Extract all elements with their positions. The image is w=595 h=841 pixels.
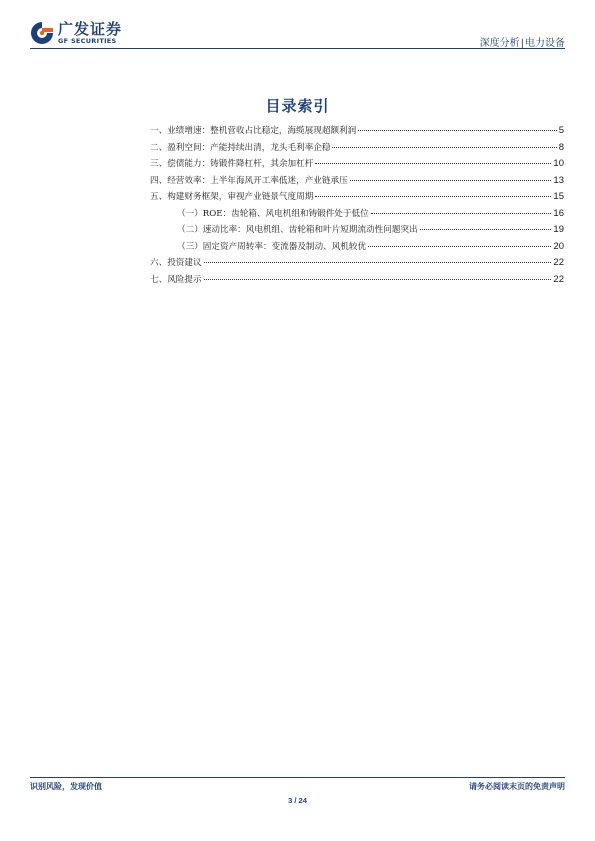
- toc-entry-text: （三）固定资产周转率：变流器及制动、风机较优: [177, 241, 367, 252]
- toc-subentry[interactable]: [150, 239, 564, 256]
- toc-entry-page: 10: [553, 158, 564, 169]
- toc-entry-page: 15: [553, 191, 564, 202]
- toc-entry-page: 8: [558, 141, 564, 153]
- footer-slogan: 识别风险，发现价值: [30, 782, 102, 791]
- gf-logo-icon: [30, 21, 54, 45]
- gf-securities-logo: [30, 18, 122, 48]
- toc-subentry[interactable]: [150, 206, 564, 223]
- toc-entry-text: 七、风险提示: [150, 274, 202, 285]
- report-category: [480, 34, 565, 49]
- toc-leader-dots: [371, 213, 552, 214]
- page-header: [30, 18, 565, 48]
- toc-entry[interactable]: [150, 173, 564, 190]
- toc-leader-dots: [204, 279, 552, 280]
- toc-entry[interactable]: [150, 123, 564, 140]
- toc-leader-dots: [315, 196, 551, 197]
- toc-leader-dots: [315, 163, 551, 164]
- toc-entry-page: 20: [553, 240, 564, 252]
- header-divider: [30, 48, 565, 49]
- sector-label: 电力设备: [525, 38, 565, 49]
- toc-entry-text: （二）速动比率：风电机组、齿轮箱和叶片短期流动性问题突出: [177, 225, 418, 235]
- toc-entry-page: 22: [553, 257, 564, 268]
- category-separator: |: [520, 38, 524, 49]
- toc-leader-dots: [358, 130, 556, 131]
- category-label: 深度分析: [479, 38, 520, 49]
- toc-entry-page: 5: [558, 125, 564, 136]
- logo-chinese-name: 广发证券: [58, 20, 123, 38]
- toc-entry-text: 二、盈利空间：产能持续出清，龙头毛利率企稳: [150, 142, 331, 153]
- toc-entry-text: 五、构建财务框架，审视产业链景气度周期: [150, 192, 314, 202]
- toc-leader-dots: [204, 262, 552, 263]
- toc-leader-dots: [350, 180, 552, 181]
- footer-disclaimer-note: 请务必阅读末页的免责声明: [469, 782, 565, 791]
- logo-english-name: GF SECURITIES: [58, 37, 117, 45]
- toc-leader-dots: [420, 229, 552, 230]
- toc-entry-text: 一、业绩增速：整机营收占比稳定，海缆展现超额利润: [150, 126, 357, 136]
- toc-entry[interactable]: [150, 189, 564, 206]
- toc-entry-page: 13: [553, 174, 564, 186]
- page-number: 3 / 24: [288, 796, 307, 805]
- toc-entry-page: 22: [553, 273, 564, 285]
- toc-entry-text: 六、投资建议: [150, 258, 202, 268]
- toc-entry[interactable]: [150, 156, 564, 173]
- toc-leader-dots: [368, 246, 551, 247]
- toc-entry[interactable]: [150, 140, 564, 157]
- footer-divider: [30, 777, 565, 778]
- table-of-contents: [150, 123, 564, 288]
- toc-entry-text: （一）ROE：齿轮箱、风电机组和铸锻件处于低位: [177, 208, 369, 219]
- toc-title: 目录索引: [265, 97, 330, 115]
- toc-subentry[interactable]: [150, 222, 564, 239]
- toc-entry-page: 19: [553, 224, 564, 235]
- toc-entry-page: 16: [553, 207, 564, 219]
- toc-leader-dots: [332, 147, 556, 148]
- toc-entry[interactable]: [150, 255, 564, 272]
- toc-entry-text: 四、经营效率：上半年海风开工率低迷，产业链承压: [150, 175, 348, 186]
- toc-entry-text: 三、偿债能力：铸锻件降杠杆，其余加杠杆: [150, 159, 314, 169]
- toc-entry[interactable]: [150, 272, 564, 289]
